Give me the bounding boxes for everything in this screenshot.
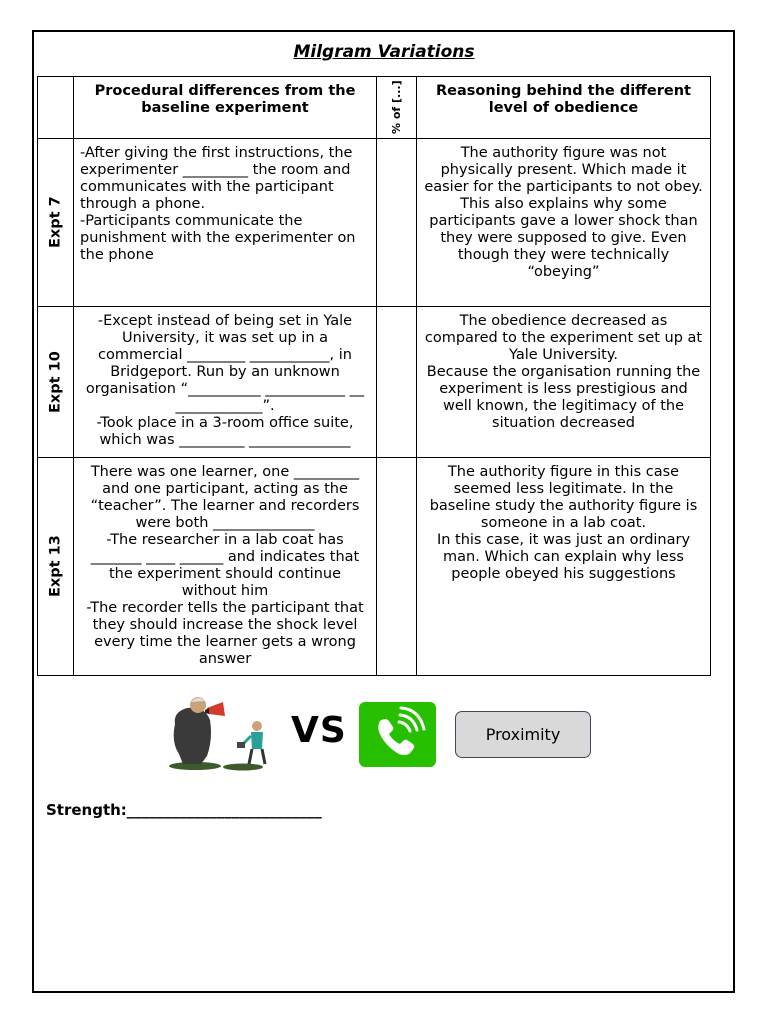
procedure-cell — [74, 139, 377, 307]
page-title: Milgram Variations — [293, 42, 475, 62]
procedure-text: -After giving the first instructions, the experimenter _________ the room and communicates with the participant through a phone. -Participants communicate the punishment with the experimenter on the phone — [80, 145, 356, 263]
table-row-expt13 — [38, 458, 711, 676]
procedure-cell — [74, 458, 377, 676]
header-reasoning-text: Reasoning behind the different level of obedience — [436, 83, 691, 116]
reasoning-cell — [417, 307, 711, 458]
table-row-expt7 — [38, 139, 711, 307]
procedure-text: -Except instead of being set in Yale University, it was set up in a commercial ________ ___________, in Bridgeport. Run by an unknown organisation “__________ ___________ __ ____________”. -Took place in a 3-room office suite, which was _________ ______________ — [85, 313, 365, 448]
reasoning-text: The authority figure in this case seemed less legitimate. In the baseline study the authority figure is someone in a lab coat. In this case, it was just an ordinary man. Which can explain why less people obeyed his suggestions — [429, 464, 698, 582]
percent-cell — [377, 139, 417, 307]
procedure-cell — [74, 307, 377, 458]
percent-cell — [377, 458, 417, 676]
row-label-cell — [38, 458, 74, 676]
reasoning-cell — [417, 139, 711, 307]
header-percent — [377, 77, 417, 139]
percent-cell — [377, 307, 417, 458]
row-label-cell — [38, 307, 74, 458]
procedure-text: There was one learner, one _________ and one participant, acting as the “teacher”. The learner and recorders were both ______________ -The researcher in a lab coat has _______ ____ ______ and indicates that the experiment should continue without him -The recorder tells the participant that they should increase the shock level every time the learner gets a wrong answer — [86, 464, 364, 667]
row-label: Expt 13 — [47, 535, 64, 598]
header-procedural-text: Procedural differences from the baseline experiment — [94, 83, 356, 116]
table-header-row — [38, 77, 711, 139]
header-empty-cell — [38, 77, 74, 139]
vs-label: VS — [291, 710, 347, 751]
reasoning-text: The obedience decreased as compared to the experiment set up at Yale University. Because the organisation running the experiment is less prestigious and well known, the legitimacy of the situation decreased — [424, 313, 703, 431]
row-label-cell — [38, 139, 74, 307]
row-label: Expt 7 — [47, 196, 64, 249]
reasoning-cell — [417, 458, 711, 676]
table-row-expt10 — [38, 307, 711, 458]
proximity-button[interactable]: Proximity — [455, 711, 591, 758]
header-percent-text: % of [...] — [390, 80, 403, 135]
header-procedural — [74, 77, 377, 139]
boss-megaphone-illustration — [165, 694, 270, 772]
strength-line: Strength:__________________________ — [46, 801, 322, 819]
variations-table — [37, 76, 711, 676]
header-reasoning — [417, 77, 711, 139]
row-label: Expt 10 — [47, 351, 64, 413]
phone-icon — [359, 702, 436, 767]
reasoning-text: The authority figure was not physically present. Which made it easier for the participants to not obey. This also explains why some participants gave a lower shock than they were supposed to give. Even though they were technically “obeying” — [424, 145, 703, 280]
